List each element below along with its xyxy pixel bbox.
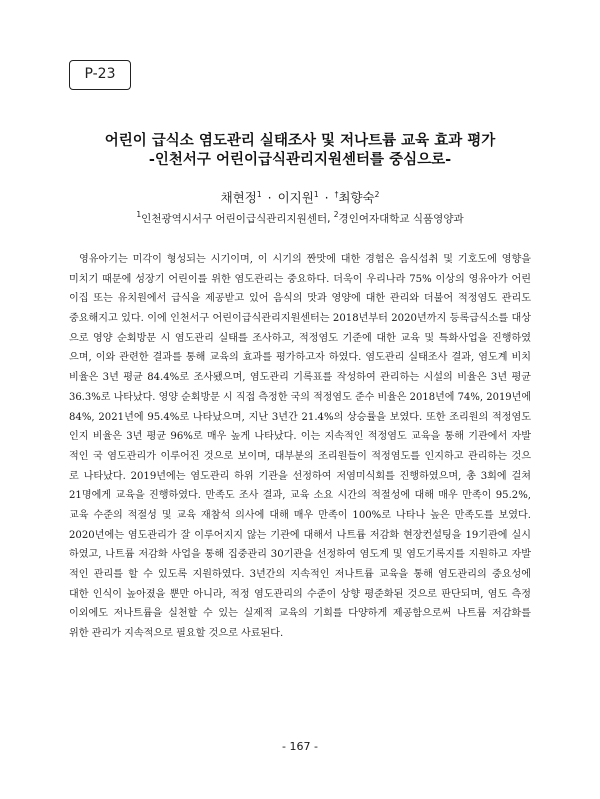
paper-subtitle: -인천서구 어린이급식관리지원센터를 중심으로- [148, 152, 452, 168]
abstract-line: 하였고, 나트륨 저감화 사업을 통해 집중관리 30기관을 선정하여 염도계 및 염도기록지를 지원하고 자발 [69, 549, 531, 561]
abstract-line: 위한 관리가 지속적으로 필요할 것으로 사료된다. [69, 628, 284, 640]
affiliation-text: 경인여자대학교 식품영양과 [338, 213, 464, 225]
abstract-line: 영유아기는 미각이 형성되는 시기이며, 이 시기의 짠맛에 대한 경험은 음식섭취 및 기호도에 영향을 [79, 254, 531, 265]
affiliation-mark: 2 [333, 210, 339, 219]
abstract-line: 2020년에는 염도관리가 잘 이루어지지 않는 기관에 대해서 나트륨 저감화 현장컨설팅을 19기관에 실시 [69, 529, 531, 541]
abstract-line: 으로 영양 순회방문 시 염도관리 실태를 조사하고, 적정염도 기준에 대한 교육 및 특화사업을 진행하였 [69, 332, 531, 344]
abstract-line: 으며, 이와 관련한 결과를 통해 교육의 효과를 평가하고자 하였다. 염도관리 실태조사 결과, 염도계 비치 [69, 352, 531, 364]
corresponding-author-mark: † [334, 190, 339, 199]
abstract-body [69, 250, 531, 644]
author-separator: · [324, 190, 329, 205]
abstract-line: 로 나타났다. 2019년에는 염도관리 하위 기관을 선정하여 저염미식회를 진행하였으며, 총 3회에 걸쳐 [69, 470, 531, 482]
page-number: - 167 - [282, 740, 318, 753]
author-affiliation-mark: 1 [313, 190, 319, 199]
abstract-line: 적인 국 염도관리가 이루어진 것으로 보이며, 대부분의 조리원들이 적정염도를 인지하고 관리하는 것으 [69, 450, 531, 462]
abstract-line: 36.3%로 나타났다. 영양 순회방문 시 직접 측정한 국의 적정염도 준수 비율은 2018년에 74%, 2019년에 [69, 391, 531, 403]
abstract-line: 이외에도 저나트륨을 실천할 수 있는 실제적 교육의 기회를 다양하게 제공함으로써 나트륨 저감화를 [69, 608, 531, 620]
paper-title: 어린이 급식소 염도관리 실태조사 및 저나트륨 교육 효과 평가 [104, 133, 496, 149]
abstract-line: 인지 비율은 3년 평균 96%로 매우 높게 나타났다. 이는 지속적인 적정염도 교육을 통해 기관에서 자발 [69, 431, 531, 443]
abstract-line: 적인 관리를 할 수 있도록 지원하였다. 3년간의 지속적인 저나트륨 교육을 통해 염도관리의 중요성에 [69, 569, 531, 580]
poster-code-box: P-23 [69, 60, 131, 90]
author-name: 채현정 [220, 190, 257, 205]
affiliation-mark: 1 [136, 210, 142, 219]
abstract-line: 미치기 때문에 성장기 어린이를 위한 염도관리는 중요하다. 더욱이 우리나라 75% 이상의 영유아가 어린 [69, 273, 531, 285]
abstract-line: 84%, 2021년에 95.4%로 나타났으며, 지난 3년간 21.4%의 상승률을 보였다. 또한 조리원의 적정염도 [69, 411, 531, 423]
abstract-line: 21명에게 교육을 진행하였다. 만족도 조사 결과, 교육 소요 시간의 적절성에 대해 매우 만족이 95.2%, [69, 490, 531, 502]
abstract-line: 중요해지고 있다. 이에 인천서구 어린이급식관리지원센터는 2018년부터 2020년까지 등록급식소를 대상 [69, 313, 531, 325]
abstract-line: 대한 인식이 높아졌을 뿐만 아니라, 적정 염도관리의 수준이 상향 평준화된 것으로 판단되며, 염도 측정 [69, 588, 531, 600]
author-name: 최향숙 [338, 190, 375, 205]
author-separator: · [267, 190, 272, 205]
author-name: 이지원 [277, 190, 314, 205]
affiliations [0, 211, 600, 226]
author-affiliation-mark: 1 [256, 190, 262, 199]
author-list [0, 188, 600, 206]
abstract-line: 이집 또는 유치원에서 급식을 제공받고 있어 음식의 맛과 영양에 대한 관리와 더불어 적정염도 관리도 [69, 293, 531, 305]
abstract-line: 비율은 3년 평균 84.4%로 조사됐으며, 염도관리 기록표를 작성하여 관리하는 시설의 비율은 3년 평균 [69, 372, 531, 384]
abstract-line: 교육 수준의 적절성 및 교육 재참석 의사에 대해 매우 만족이 100%로 나타나 높은 만족도를 보였다. [69, 509, 531, 521]
author-affiliation-mark: 2 [374, 190, 380, 199]
affiliation-text: 인천광역시서구 어린이급식관리지원센터, [141, 213, 331, 225]
